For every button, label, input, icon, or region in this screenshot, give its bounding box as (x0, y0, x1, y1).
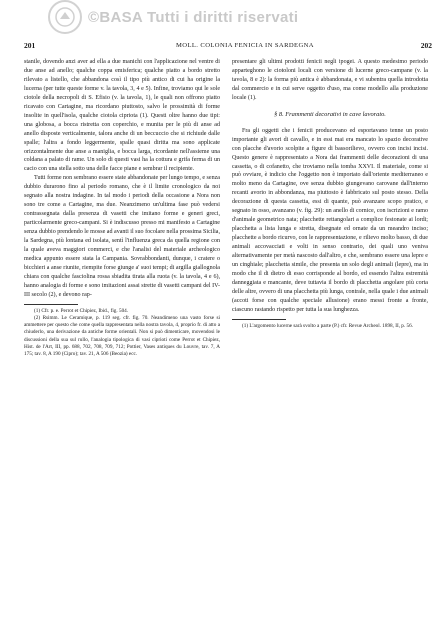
page-number-right: 202 (420, 41, 432, 50)
left-paragraph-2: Tutti forme non sembrano essere state abbandonate per lungo tempo, e senza dubbio durarono fino al periodo romano, che è il limite cronologico da noi segnato alla nostra indagine. In tal modo i periodi della occasione a Nora non sono tre come a Cartagine, ma due. Neanzimeno un'ultima fase può vedersi contrassegnata dalla presenza di vasetti che imitano forme e generi greci, particolarmente greco-campani. Si è indiscusso presso mi manifesto a Cartagine senza dubbio prendendo le mosse ad avanti il suo focolare nella prossima Sicilia, la Sardegna, più lontana ed isolata, sentì l'influenza greca da quella regione con la quale aveva maggiori commerci, e che l'analisi del materiale archeologico medica appunto essere stata la Campania. Sovrabbondanti, dunque, i cratere o bicchieri a anse riunite, riempite forse giunge a' suoi tempi; di argilla giallognola chiara con qualche fasciolina rossa sbiadita tirata alla ruota (v. la tavola, 4 e 6), hanno analogia di forme e sono imitazioni assai strette di vasetti campani del IV-III secolo (2), e devono rap- (24, 175, 220, 298)
right-paragraph-1: presentare gli ultimi prodotti fenicii negli ipogei. A questo medesimo periodo apparteghono le ciotoloni locali con versione di lucerne greco-campane (v. la tavola, 8 e 2): la forma più antica è abbandonata, e vi subentra quella introdotta dal commercio e in cui serve oggetto d'uso, ma come modello alla produzione locale (1). (232, 59, 428, 101)
watermark-text: ©BASA Tutti i diritti riservati (88, 8, 299, 26)
running-header (24, 40, 432, 52)
section-title: § 8. Frammenti decorativi in cave lavorato. (274, 110, 386, 118)
left-footnote-2: (2) Rsimm. Le Ceramique, p. 119 seg. cfr. fig. 70. Neandimeno una vasto forse si ammettere per questo che come quella rappresentata nella nostra tavola, 4, proprio fr. di atto a chiuderlo, una derivazione da antiche forme orientali. Non si può dimenticare, movendosi le discussioni della sua sul rullo, l'analogia tipologica di vasi ciprioti come Perrot et Chipiez, Hist. de l'Art, III, pp. 688, 702, 708, 709, 712; Pottier, Vases antiques du Louvre, tav. 7, A 175; tav. 8, A 190 (Cipro); tav. 21, A 506 (Beozia) ecc. (24, 314, 220, 357)
running-title: MOLL. COLONIA FENICIA IN SARDEGNA (176, 42, 314, 49)
seal-icon (48, 0, 82, 34)
left-column (24, 58, 220, 358)
left-paragraph-1: stanile, dovendo anzi aver ad ella a due manichi con l'applicazione nel ventre di due anse ad anello; qualche coppa emisferica; qualche piatto a bordo stretto rilevato a listello, che abbandona così il tipo più antico di cui ha origine la lucerna (per tutte queste forme v. la tavola, 3, 4 e 5). Infine, troviamo qui le sole ciotole della necropoli di S. Efisio (v. la tavola, 1), le quali non offrono piatto ricavato con Cartagine, ma ricordano piuttosto, salvo le prossimità di forme insolite in quell'isola, qualche ciotola cipriota (1). Questi oltre hanno due tipi: una globosa, a bocca ristretta con coperchio, e munita per le più di anse ad anello disposte verticalmente, talora anche di un beccuccio che si richiude dalle spalle; l'altra a fondo leggermente, spalle quasi diritta ma sono applicate orizzontalmente due anse a maniglia, e bocca larga, ricordante nell'assieme una coldana a palato di rame. Un solo di questi vasi ha la cottura e grifa ferma di un cacio con una stella sotto una delle facce piane e sembrar il recipiente. (24, 59, 220, 173)
right-column (232, 58, 428, 330)
watermark (48, 0, 348, 34)
right-paragraph-2: Fra gli oggetti che i fenicii producevano ed esportavano tenne un posto importante gli avori di cavallo, e in essi mai era mancato lo spazio decorative con placche d'avorio scolpite a figure di bassorilievo, ovvero con incisi incisi. Questo genere è rappresentato a Nora dai frammenti delle decorazioni di una cassetta, o di cofanetto, che troviamo nella tomba XXVI. Il materiale, come si può ovviare, è indicio che l'oggetto non è importato dall'oriente mediterraneo e molto meno da Cartagine, ove senza dubbio giungevano carovane dall'interno recanti avorio in abbondanza, ma piuttosto è fabbricato sul posto stesso. Della decorazione di questa cassetta, essi di quante, può avanzare scopo pratico, e segnato in osso, avanzano (v. fig. 29): un anello di cornice, con iscrizioni e ramo d'animale geometrico nata; placchette rettangolari a complice festonate ai lordi; placchetta a lista lunga e stretta, disegnate ed ornate da un meandro inciso; placchette a bordo ricurvo, con le rappresentazione, e rilievo molto basso, di due animali accovacciati e volti in senso contrario, dei quali uno veniva alternativamente per metà nascosto dall'altro, e che, sembrano essere una lepre e un cinghiale; placchetta simile, che presenta un solo degli animali (lepre), ma in modo che il di dietro di esso corrisponde al bordo, ed essendo l'altra estremità danneggiata e mancante, deve tuttavia il bordo di placchetta angolare più corta delle altre, ovvero di una placchetta più lunga, contrale, nella quale i due animali (accoti forse con qualche speciale allusione) erano messi fronte a fronte, ciascuno rastando rispetto per tutta la sua lunghezza. (232, 127, 428, 313)
footnote-rule-right (232, 319, 286, 320)
left-footnote-1: (1) Cfr. p. e. Perrot et Chipiez, Ibid., fig. 504. (34, 307, 129, 314)
page-number-left: 201 (24, 41, 36, 50)
footnote-rule-left (24, 304, 78, 305)
right-footnote-1: (1) L'argomento lucerne sarà svolto a parte (P.) cfr. Revue Archeol. 1898, II, p. 56. (242, 322, 413, 329)
